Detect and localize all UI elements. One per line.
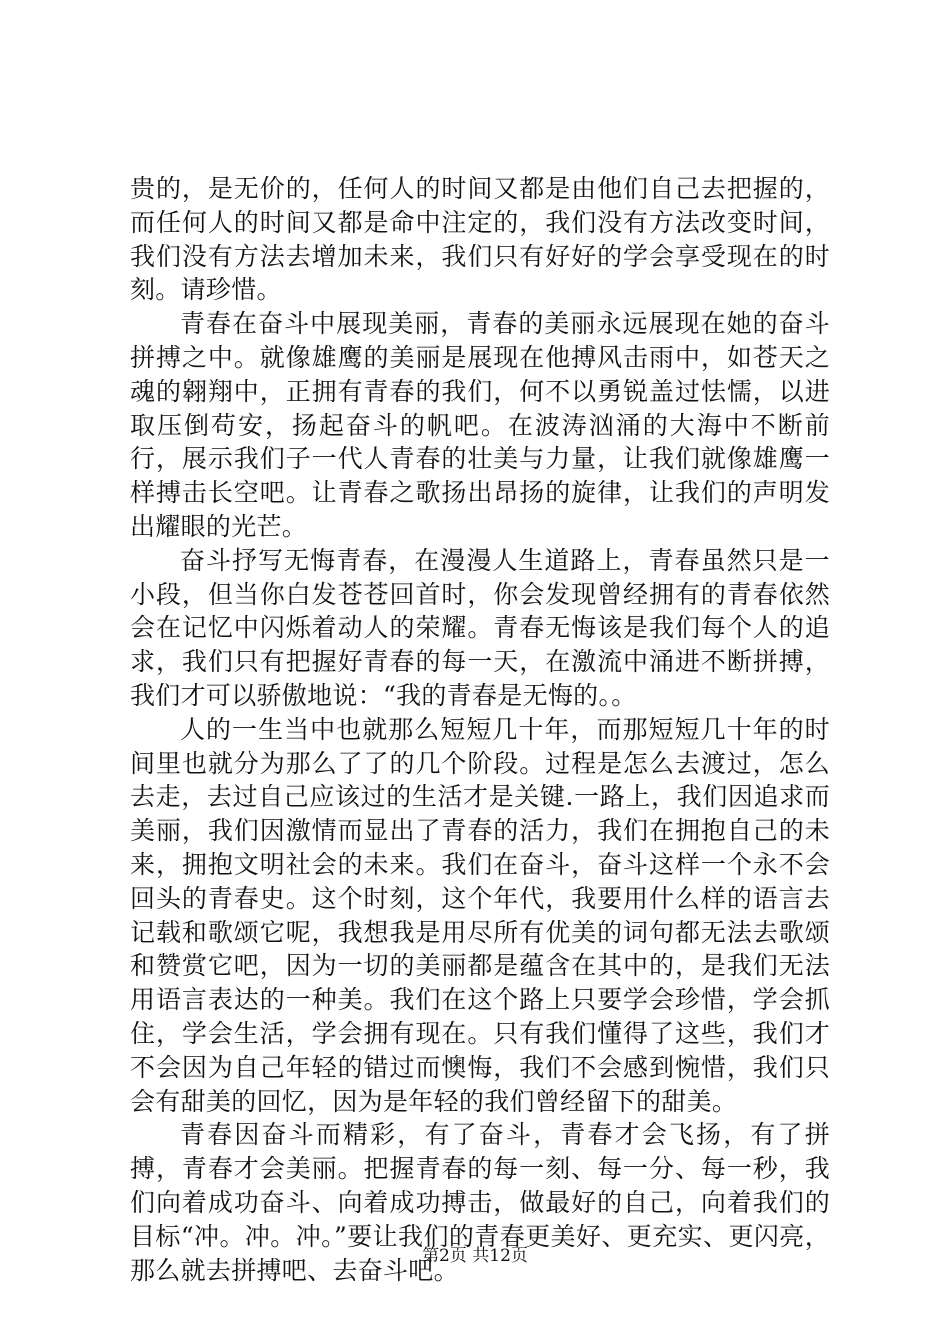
- paragraph: 奋斗抒写无悔青春，在漫漫人生道路上，青春虽然只是一小段，但当你白发苍苍回首时，你会发现曾经拥有的青春依然会在记忆中闪烁着动人的荣耀。青春无悔该是我们每个人的追求，我们只有把握好青春的每一天，在激流中涌进不断拼搏，我们才可以骄傲地说：“我的青春是无悔的。。: [130, 545, 830, 710]
- paragraph: 人的一生当中也就那么短短几十年，而那短短几十年的时间里也就分为那么了了的几个阶段。过程是怎么去渡过，怎么去走，去过自己应该过的生活才是关键.一路上，我们因追求而美丽，我们因激情而显出了青春的活力，我们在拥抱自己的未来，拥抱文明社会的未来。我们在奋斗，奋斗这样一个永不会回头的青春史。这个时刻，这个年代，我要用什么样的语言去记载和歌颂它呢，我想我是用尽所有优美的词句都无法去歌颂和赞赏它吧，因为一切的美丽都是蕴含在其中的，是我们无法用语言表达的一种美。我们在这个路上只要学会珍惜，学会抓住，学会生活，学会拥有现在。只有我们懂得了这些，我们才不会因为自己年轻的错过而懊悔，我们不会感到惋惜，我们只会有甜美的回忆，因为是年轻的我们曾经留下的甜美。: [130, 714, 830, 1116]
- paragraph: 青春因奋斗而精彩，有了奋斗，青春才会飞扬，有了拼搏，青春才会美丽。把握青春的每一刻、每一分、每一秒，我们向着成功奋斗、向着成功搏击，做最好的自己，向着我们的目标“冲。冲。冲。”要让我们的青春更美好、更充实、更闪亮，那么就去拼搏吧、去奋斗吧。: [130, 1120, 830, 1285]
- paragraph-continued: 贵的，是无价的，任何人的时间又都是由他们自己去把握的，而任何人的时间又都是命中注定的，我们没有方法改变时间，我们没有方法去增加未来，我们只有好好的学会享受现在的时刻。请珍惜。: [130, 174, 830, 305]
- body-text: [130, 172, 830, 1287]
- page-number-footer: 第2页 共12页: [422, 1246, 528, 1266]
- paragraph: 青春在奋斗中展现美丽，青春的美丽永远展现在她的奋斗拼搏之中。就像雄鹰的美丽是展现在他搏风击雨中，如苍天之魂的翱翔中，正拥有青春的我们，何不以勇锐盖过怯懦，以进取压倒苟安，扬起奋斗的帆吧。在波涛汹涌的大海中不断前行，展示我们子一代人青春的壮美与力量，让我们就像雄鹰一样搏击长空吧。让青春之歌扬出昂扬的旋律，让我们的声明发出耀眼的光芒。: [130, 309, 830, 541]
